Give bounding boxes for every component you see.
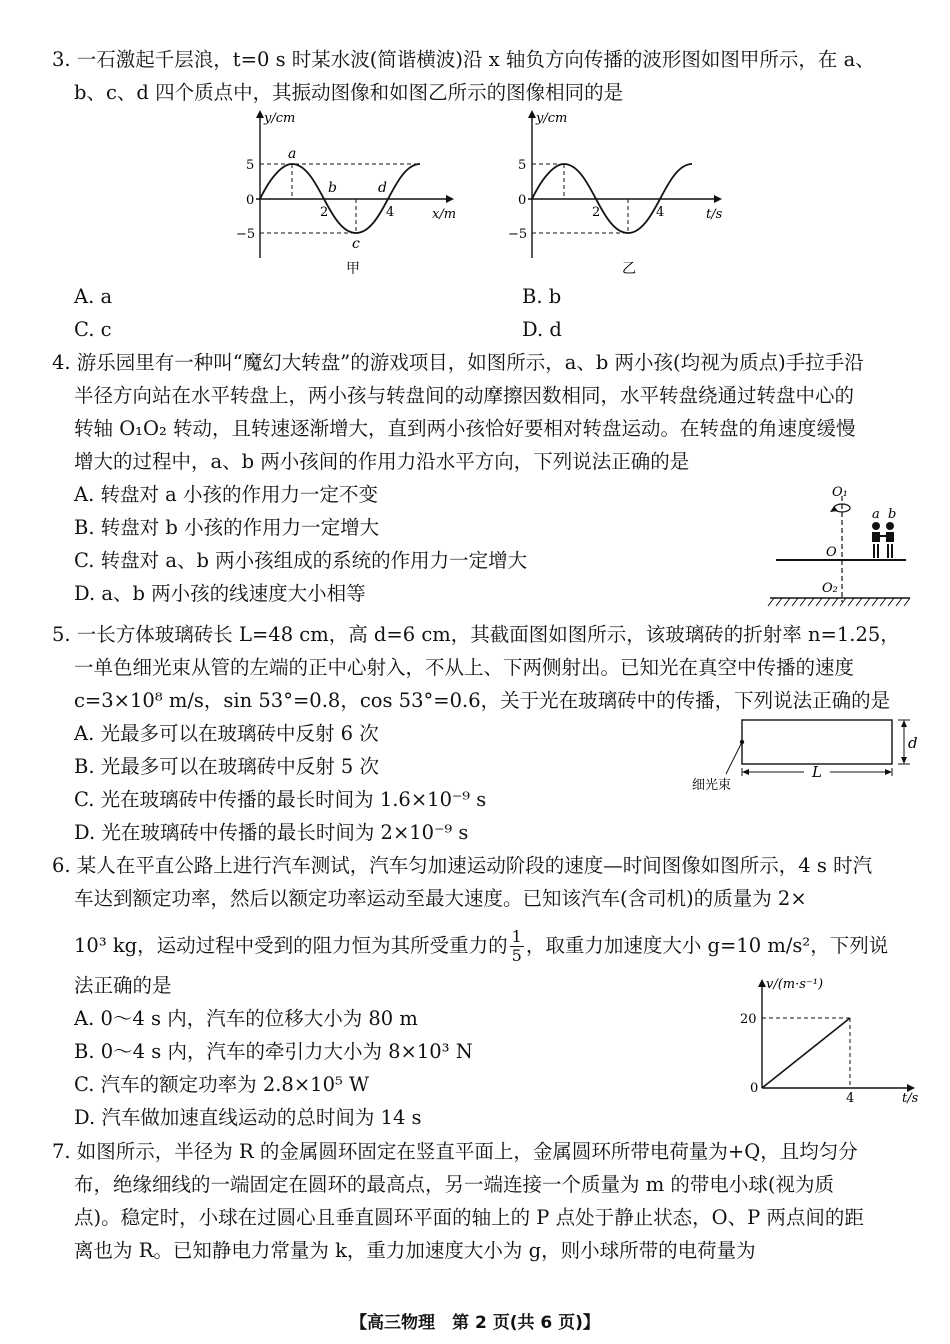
q3-option-c: C. c — [74, 318, 112, 341]
label-beam: 细光束 — [692, 778, 732, 793]
yi-y-zero: 0 — [518, 193, 527, 208]
wave-figure-jia — [228, 108, 468, 280]
q5-option-d: D. 光在玻璃砖中传播的最长时间为 2×10⁻⁹ s — [74, 821, 469, 844]
q7-line-3: 点)。稳定时，小球在过圆心且垂直圆环平面的轴上的 P 点处于静止状态，O、P 两点间的距 — [74, 1206, 864, 1229]
point-b-label: b — [328, 180, 337, 196]
vibration-figure-yi — [496, 108, 736, 280]
q6-line-4: 法正确的是 — [74, 974, 172, 997]
jia-xlabel: x/m — [432, 207, 457, 222]
q6-line-2: 车达到额定功率，然后以额定功率运动至最大速度。已知该汽车(含司机)的质量为 2× — [74, 887, 807, 910]
graph-y20: 20 — [740, 1012, 757, 1027]
velocity-line — [762, 1018, 850, 1088]
yi-x2: 2 — [592, 205, 601, 220]
q4-line-4: 增大的过程中，a、b 两小孩间的作用力沿水平方向，下列说法正确的是 — [74, 450, 690, 473]
q4-option-d: D. a、b 两小孩的线速度大小相等 — [74, 582, 366, 605]
label-a: a — [872, 507, 880, 522]
q6-line-3-end: ，取重力加速度大小 g=10 m/s²，下列说 — [525, 934, 889, 957]
jia-y-pos: 5 — [246, 158, 255, 173]
turntable-figure — [766, 482, 916, 608]
fraction-numerator: 1 — [511, 927, 522, 946]
yi-ylabel: y/cm — [536, 111, 568, 126]
q3-option-d: D. d — [522, 318, 562, 341]
q5-option-b: B. 光最多可以在玻璃砖中反射 5 次 — [74, 755, 380, 778]
jia-y-neg: −5 — [236, 227, 256, 242]
yi-y-pos: 5 — [518, 158, 527, 173]
q5-option-a: A. 光最多可以在玻璃砖中反射 6 次 — [74, 722, 379, 745]
point-c-label: c — [352, 236, 360, 252]
q4-option-a: A. 转盘对 a 小孩的作用力一定不变 — [74, 483, 379, 506]
q5-line-3: c=3×10⁸ m/s，sin 53°=0.8，cos 53°=0.6，关于光在玻璃砖中的传播，下列说法正确的是 — [74, 689, 891, 712]
one-fifth-fraction — [510, 928, 524, 965]
point-d-label: d — [378, 180, 387, 196]
graph-origin: 0 — [750, 1081, 759, 1096]
yi-y-neg: −5 — [508, 227, 528, 242]
point-a-label: a — [288, 146, 297, 162]
velocity-time-graph — [738, 972, 928, 1106]
jia-x4: 4 — [386, 205, 395, 220]
graph-x4: 4 — [846, 1091, 855, 1106]
label-b: b — [888, 507, 897, 522]
yi-caption: 乙 — [622, 261, 636, 277]
q3-line-1: 3. 一石激起千层浪，t=0 s 时某水波(简谐横波)沿 x 轴负方向传播的波形图如图甲所示，在 a、 — [52, 48, 875, 71]
label-d: d — [908, 734, 918, 752]
q7-line-4: 离也为 R。已知静电力常量为 k，重力加速度大小为 g，则小球所带的电荷量为 — [74, 1239, 756, 1262]
q3-line-2: b、c、d 四个质点中，其振动图像和如图乙所示的图像相同的是 — [74, 81, 624, 104]
page-footer: 【高三物理 第 2 页(共 6 页)】 — [350, 1313, 600, 1333]
children-icon — [872, 522, 894, 558]
jia-y-zero: 0 — [246, 193, 255, 208]
label-o: O — [826, 545, 837, 560]
fraction-denominator: 5 — [511, 946, 522, 965]
yi-xlabel: t/s — [706, 207, 723, 222]
q4-line-2: 半径方向站在水平转盘上，两小孩与转盘间的动摩擦因数相同，水平转盘绕通过转盘中心的 — [74, 384, 855, 407]
jia-caption: 甲 — [346, 261, 360, 277]
label-o2: O₂ — [822, 581, 838, 596]
q6-line-3-start: 10³ kg，运动过程中受到的阻力恒为其所受重力的 — [74, 934, 508, 957]
q4-line-3: 转轴 O₁O₂ 转动，且转速逐渐增大，直到两小孩恰好要相对转盘运动。在转盘的角速度缓慢 — [74, 417, 856, 440]
q7-line-2: 布，绝缘细线的一端固定在圆环的最高点，另一端连接一个质量为 m 的带电小球(视为质 — [74, 1173, 834, 1196]
q5-option-c: C. 光在玻璃砖中传播的最长时间为 1.6×10⁻⁹ s — [74, 788, 487, 811]
q6-option-c: C. 汽车的额定功率为 2.8×10⁵ W — [74, 1073, 370, 1096]
q6-option-d: D. 汽车做加速直线运动的总时间为 14 s — [74, 1106, 422, 1129]
label-L: L — [812, 763, 822, 781]
q5-line-1: 5. 一长方体玻璃砖长 L=48 cm，高 d=6 cm，其截面图如图所示，该玻璃砖的折射率 n=1.25， — [52, 623, 900, 646]
q6-line-1: 6. 某人在平直公路上进行汽车测试，汽车匀加速运动阶段的速度—时间图像如图所示，4 s 时汽 — [52, 854, 873, 877]
glass-brick — [742, 720, 892, 764]
q6-line-3 — [74, 928, 888, 965]
label-o1: O₁ — [832, 485, 848, 500]
yi-x4: 4 — [656, 205, 665, 220]
q7-line-1: 7. 如图所示，半径为 R 的金属圆环固定在竖直平面上，金属圆环所带电荷量为+Q，且均匀分 — [52, 1140, 858, 1163]
jia-x2: 2 — [320, 205, 329, 220]
q6-option-b: B. 0～4 s 内，汽车的牵引力大小为 8×10³ N — [74, 1040, 473, 1063]
q4-option-b: B. 转盘对 b 小孩的作用力一定增大 — [74, 516, 380, 539]
q3-option-a: A. a — [74, 285, 113, 308]
jia-ylabel: y/cm — [264, 111, 296, 126]
q4-line-1: 4. 游乐园里有一种叫“魔幻大转盘”的游戏项目，如图所示，a、b 两小孩(均视为质点)手拉手沿 — [52, 351, 864, 374]
glass-brick-figure — [686, 712, 926, 794]
q3-option-b: B. b — [522, 285, 562, 308]
q6-option-a: A. 0～4 s 内，汽车的位移大小为 80 m — [74, 1007, 418, 1030]
q4-option-c: C. 转盘对 a、b 两小孩组成的系统的作用力一定增大 — [74, 549, 528, 572]
q5-line-2: 一单色细光束从管的左端的正中心射入，不从上、下两侧射出。已知光在真空中传播的速度 — [74, 656, 855, 679]
graph-xlabel: t/s — [902, 1091, 919, 1106]
graph-ylabel: v/(m·s⁻¹) — [766, 977, 824, 992]
